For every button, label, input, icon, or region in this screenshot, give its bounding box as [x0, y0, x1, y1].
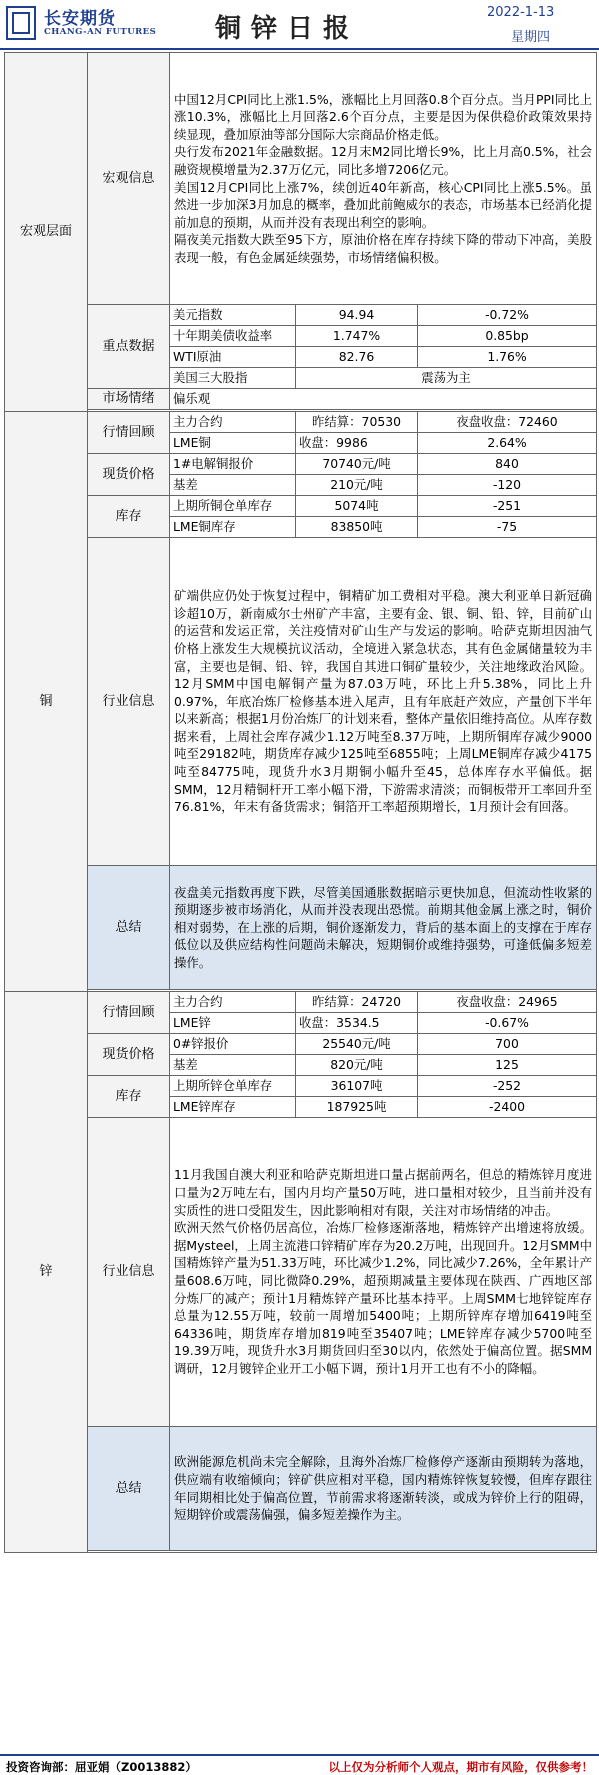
sentiment-value: 偏乐观	[170, 389, 597, 410]
table-cell: 收盘：9986	[296, 433, 418, 454]
zinc-market-row	[5, 992, 597, 1013]
copper-stock-row	[5, 496, 597, 517]
table-cell: 840	[418, 454, 597, 475]
zinc-market-label: 行情回顾	[88, 992, 170, 1034]
table-cell: 基差	[170, 1055, 296, 1076]
copper-summary-row	[5, 866, 597, 990]
report-date: 2022-1-13	[487, 5, 555, 20]
table-cell: 125	[418, 1055, 597, 1076]
zinc-industry-text	[170, 1118, 597, 1427]
key-data-name: 美元指数	[170, 305, 296, 326]
copper-summary-text: 夜盘美元指数再度下跌，尽管美国通胀数据暗示更快加息，但流动性收紧的预期逐步被市场消化，从而并没表现出恐慌。前期其他金属上涨之时，铜价相对弱势，在上涨的后期，铜价逐渐发力，背后的基本面上的支撑在于库存低位以及供应结构性问题尚未解决，短期铜价或维持强势，可逢低偏多短差操作。	[170, 866, 597, 990]
table-cell: 上期所铜仓单库存	[170, 496, 296, 517]
zinc-stock-row	[5, 1076, 597, 1097]
table-cell: 210元/吨	[296, 475, 418, 496]
table-cell: -2400	[418, 1097, 597, 1118]
zinc-summary-label: 总结	[88, 1427, 170, 1551]
key-data-change: -0.72%	[418, 305, 597, 326]
key-data-change: 0.85bp	[418, 326, 597, 347]
copper-market-label: 行情回顾	[88, 412, 170, 454]
key-data-name: 美国三大股指	[170, 368, 296, 389]
table-cell: 36107吨	[296, 1076, 418, 1097]
copper-industry-text: 矿端供应仍处于恢复过程中，铜精矿加工费相对平稳。澳大利亚单日新冠确诊超10万，新南威尔士州矿产丰富，主要有金、银、铜、铅、锌，目前矿山的运营和发运正常，关注疫情对矿山生产与发运的影响。哈萨克斯坦因油气价格上涨发生大规模抗议活动，全境进入紧急状态，其有色金属储量较为丰富，主要也是铜、铅、锌，我国自其进口铜矿量较少，关注地缘政治风险。12月SMM中国电解铜产量为87.03万吨，环比上升5.38%，同比上升0.97%，年底冶炼厂检修基本进入尾声，且有年底赶产效应，产量创下半年以来新高；根据1月份冶炼厂的计划来看，整体产量依旧维持高位。从库存数据来看，上周社会库存减少1.12万吨至8.37万吨，上期所铜库存减少9000吨至29182吨，期货库存减少125吨至6855吨；上周LME铜库存减少4175吨至84775吨，现货升水3月期铜小幅升至45，总体库存水平偏低。据SMM，12月精铜杆开工率小幅下滑，下游需求清淡；而铜板带开工率回升至76.81%，年末有备货需求；铜箔开工率超预期增长，1月预计会有回落。	[170, 538, 597, 866]
copper-industry-row	[5, 538, 597, 866]
section-copper: 铜	[5, 412, 88, 992]
macro-info-row	[5, 53, 597, 305]
table-cell: 25540元/吨	[296, 1034, 418, 1055]
table-cell: 主力合约	[170, 992, 296, 1013]
sentiment-row	[5, 389, 597, 410]
table-cell: LME铜	[170, 433, 296, 454]
key-data-label: 重点数据	[88, 305, 170, 389]
table-cell: 70740元/吨	[296, 454, 418, 475]
zinc-summary-text: 欧洲能源危机尚未完全解除，且海外冶炼厂检修停产逐渐由预期转为落地，供应端有收缩倾向；锌矿供应相对平稳，国内精炼锌恢复较慢，但库存跟往年同期相比处于偏高位置，节前需求将逐渐转淡，或成为锌价上行的阻碍，短期锌价或震荡偏强，偏多短差操作为主。	[170, 1427, 597, 1551]
zinc-industry-label: 行业信息	[88, 1118, 170, 1427]
macro-info-text	[170, 53, 597, 305]
copper-market-row	[5, 412, 597, 433]
footer-analyst: 投资咨询部：屈亚娟（Z0013882）	[6, 1760, 197, 1774]
table-cell: 主力合约	[170, 412, 296, 433]
report-weekday: 星期四	[511, 30, 551, 45]
table-cell: 5074吨	[296, 496, 418, 517]
section-zinc: 锌	[5, 992, 88, 1553]
key-data-row	[5, 305, 597, 326]
copper-summary-label: 总结	[88, 866, 170, 990]
company-name: 长安期货	[44, 9, 116, 29]
table-cell: 700	[418, 1034, 597, 1055]
table-cell: 1#电解铜报价	[170, 454, 296, 475]
key-data-value: 震荡为主	[296, 368, 597, 389]
zinc-summary-row	[5, 1427, 597, 1551]
macro-paragraph: 央行发布2021年金融数据。12月末M2同比增长9%，比上月高0.5%，社会融资规模增量为2.37万亿元，同比多增7206亿元。	[174, 144, 593, 177]
key-data-value: 1.747%	[296, 326, 418, 347]
header-divider	[0, 48, 599, 50]
key-data-value: 94.94	[296, 305, 418, 326]
table-cell: 夜盘收盘：24965	[418, 992, 597, 1013]
report-header	[0, 0, 599, 50]
table-cell: 2.64%	[418, 433, 597, 454]
table-cell: 820元/吨	[296, 1055, 418, 1076]
zinc-industry-row	[5, 1118, 597, 1427]
table-cell: 187925吨	[296, 1097, 418, 1118]
company-name-en: CHANG-AN FUTURES	[44, 27, 157, 37]
sentiment-label: 市场情绪	[88, 389, 170, 410]
section-macro: 宏观层面	[5, 53, 88, 412]
copper-industry-label: 行业信息	[88, 538, 170, 866]
macro-paragraph: 美国12月CPI同比上涨7%，续创近40年新高，核心CPI同比上涨5.5%。虽然进一步加深3月加息的概率，叠加此前鲍威尔的表态，市场基本已经消化提前加息的预期，从而并没有表现出利空的影响。	[174, 179, 593, 230]
table-cell: 昨结算：24720	[296, 992, 418, 1013]
copper-spot-row	[5, 454, 597, 475]
table-cell: 上期所锌仓单库存	[170, 1076, 296, 1097]
table-cell: -251	[418, 496, 597, 517]
table-cell: LME铜库存	[170, 517, 296, 538]
zinc-spot-label: 现货价格	[88, 1034, 170, 1076]
table-cell: 83850吨	[296, 517, 418, 538]
table-cell: LME锌	[170, 1013, 296, 1034]
report-table	[4, 52, 597, 1553]
footer-disclaimer: 以上仅为分析师个人观点，期市有风险，仅供参考！	[328, 1760, 593, 1774]
report-footer	[0, 1754, 599, 1775]
table-cell: 0#锌报价	[170, 1034, 296, 1055]
macro-paragraph: 隔夜美元指数大跌至95下方，原油价格在库存持续下降的带动下冲高，美股表现一般，有色金属延续强势，市场情绪偏积极。	[174, 232, 593, 265]
zinc-paragraph: 欧洲天然气价格仍居高位，冶炼厂检修逐渐落地，精炼锌产出增速将放缓。据Mysteel，上周主流港口锌精矿库存为20.2万吨，出现回升。12月SMM中国精炼锌产量为51.33万吨，环比减少1.2%，同比减少7.26%，全年累计产量608.6万吨，同比微降0.29%，超预期减量主要体现在陕西、广西地区部分炼厂的减产；预计1月精炼锌产量环比基本持平。上周SMM七地锌锭库存总量为12.55万吨，较前一周增加5400吨；上期所锌库存增加6419吨至64336吨，期货库存增加819吨至35407吨；LME锌库存减少5700吨至19.39万吨，现货升水3月期货回归至30以内，依然处于偏高位置。据SMM调研，12月镀锌企业开工小幅下调，预计1月开工也有不小的降幅。	[174, 1220, 593, 1376]
macro-info-label: 宏观信息	[88, 53, 170, 305]
table-cell: 基差	[170, 475, 296, 496]
table-cell: 昨结算：70530	[296, 412, 418, 433]
key-data-name: WTI原油	[170, 347, 296, 368]
zinc-spot-row	[5, 1034, 597, 1055]
report-title: 铜锌日报	[215, 14, 360, 44]
zinc-paragraph: 11月我国自澳大利亚和哈萨克斯坦进口量占据前两名，但总的精炼锌月度进口量为2万吨左右，国内月均产量50万吨，进口量相对较少，且当前并没有实质性的进口受阻发生，因此影响相对有限，关注对市场情绪的冲击。	[174, 1167, 593, 1218]
company-logo-icon	[6, 6, 36, 40]
table-cell: -0.67%	[418, 1013, 597, 1034]
table-cell: 收盘：3534.5	[296, 1013, 418, 1034]
copper-stock-label: 库存	[88, 496, 170, 538]
key-data-value: 82.76	[296, 347, 418, 368]
key-data-change: 1.76%	[418, 347, 597, 368]
zinc-stock-label: 库存	[88, 1076, 170, 1118]
macro-paragraph: 中国12月CPI同比上涨1.5%，涨幅比上月回落0.8个百分点。当月PPI同比上涨10.3%，涨幅比上月回落2.6个百分点，主要是因为保供稳价政策效果持续显现，叠加原油等部分国际大宗商品价格走低。	[174, 91, 593, 142]
copper-spot-label: 现货价格	[88, 454, 170, 496]
table-cell: -120	[418, 475, 597, 496]
table-cell: 夜盘收盘：72460	[418, 412, 597, 433]
table-cell: LME锌库存	[170, 1097, 296, 1118]
table-cell: -75	[418, 517, 597, 538]
table-cell: -252	[418, 1076, 597, 1097]
key-data-name: 十年期美债收益率	[170, 326, 296, 347]
